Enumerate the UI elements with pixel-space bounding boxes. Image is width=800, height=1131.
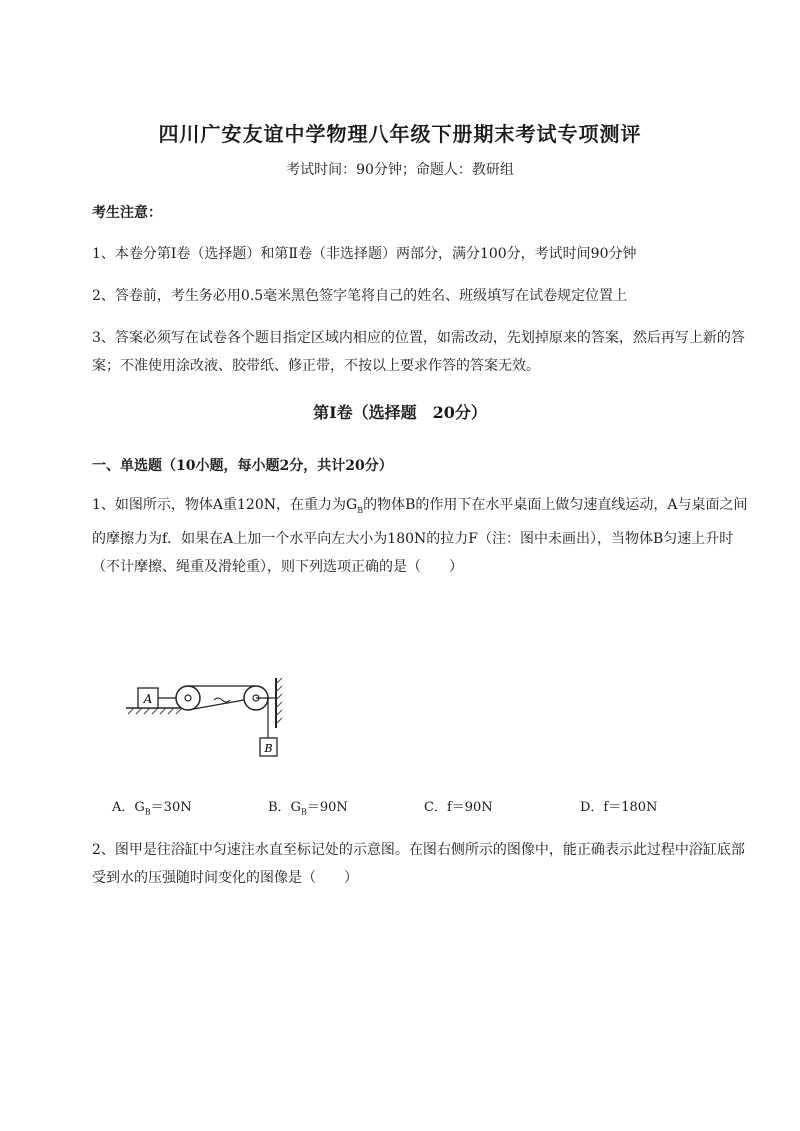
- exam-title: 四川广安友谊中学物理八年级下册期末考试专项测评: [158, 122, 642, 146]
- pulley-diagram: [118, 670, 298, 770]
- question-1-text: 1、如图所示，物体A重120N，在重力为$G_B$的物体B的作用下在水平桌面上做匀速直线运动，A与桌面之间的摩擦力为f．如果在A上加一个水平向左大小为180N的拉力F（注：图中未画出），当物体B匀速上升时（不计摩擦、绳重及滑轮重），则下列选项正确的是（ ）: [92, 497, 748, 575]
- notice-item-1: 1、本卷分第Ⅰ卷（选择题）和第Ⅱ卷（非选择题）两部分，满分100分，考试时间90分钟: [92, 246, 637, 262]
- block-a-label: A: [143, 692, 153, 706]
- notice-item-3: 3、答案必须写在试卷各个题目指定区域内相应的位置，如需改动，先划掉原来的答案，然后再写上新的答案；不准使用涂改液、胶带纸、修正带，不按以上要求作答的答案无效。: [92, 330, 745, 374]
- block-b-label: B: [264, 742, 273, 755]
- option-c[interactable]: C．f＝90N: [424, 800, 493, 815]
- question-2-text: 2、图甲是往浴缸中匀速注水直至标记处的示意图。在图右侧所示的图像中，能正确表示此过程中浴缸底部受到水的压强随时间变化的图像是（ ）: [92, 842, 745, 886]
- section-title: 第Ⅰ卷（选择题 20分）: [313, 403, 487, 422]
- option-b[interactable]: B．$G_B=90N$: [268, 800, 348, 817]
- option-d[interactable]: D．f＝180N: [580, 800, 658, 815]
- notice-heading: 考生注意：: [92, 205, 162, 221]
- option-a[interactable]: A．$G_B=30N$: [112, 800, 192, 817]
- notice-item-2: 2、答卷前，考生务必用0.5毫米黑色签字笔将自己的姓名、班级填写在试卷规定位置上: [92, 288, 628, 304]
- exam-subtitle: 考试时间：90分钟；命题人：教研组: [286, 162, 514, 178]
- part-heading: 一、单选题（10小题，每小题2分，共计20分）: [92, 458, 393, 474]
